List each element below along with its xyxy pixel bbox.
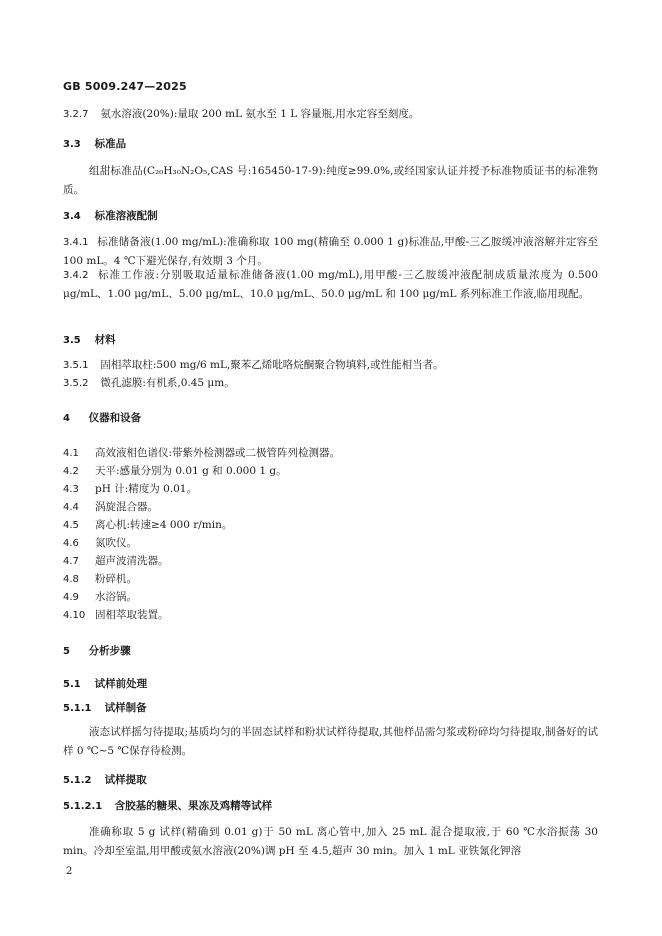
item-text: 水浴锅。	[95, 591, 137, 603]
section-3-3-paragraph: 组甜标准品(C₂₀H₃₀N₂O₅,CAS 号:165450-17-9):纯度≥99.0%,或经国家认证并授予标准物质证书的标准物质。	[63, 165, 598, 196]
section-number: 5.1.2.1	[63, 801, 103, 812]
list-item	[63, 517, 232, 534]
section-title: 标准溶液配制	[94, 210, 158, 222]
section-number: 3.3	[63, 139, 81, 150]
section-5-1-2-1-heading	[63, 798, 272, 815]
list-item	[63, 445, 340, 462]
item-number: 4.4	[63, 502, 79, 513]
item-number: 4.1	[63, 448, 79, 459]
section-5-1-2-1-paragraph: 准确称取 5 g 试样(精确到 0.01 g)于 50 mL 离心管中,加入 25 mL 混合提取液,于 60 ℃水浴振荡 30 min。冷却至室温,用甲酸或氨水溶液(20%)调 pH 至 4.5,超声 30 min。加入 1 mL 亚铁氰化钾溶	[63, 826, 598, 857]
section-number: 5	[63, 646, 70, 657]
clause-number: 3.4.2	[63, 270, 89, 281]
item-number: 4.7	[63, 556, 79, 567]
item-text: 涡旋混合器。	[95, 501, 158, 513]
item-text: 高效液相色谱仪:带紫外检测器或二极管阵列检测器。	[95, 447, 341, 459]
item-number: 4.9	[63, 592, 79, 603]
item-text: 天平:感量分别为 0.01 g 和 0.000 1 g。	[95, 465, 287, 477]
list-item	[63, 499, 158, 516]
clause-number: 3.2.7	[63, 109, 89, 120]
section-title: 材料	[94, 334, 116, 346]
item-number: 4.8	[63, 574, 79, 585]
section-number: 4	[63, 413, 70, 424]
item-number: 4.6	[63, 538, 79, 549]
section-3-5-heading	[63, 332, 116, 349]
section-title: 试样制备	[104, 702, 147, 714]
item-text: 氮吹仪。	[95, 537, 137, 549]
clause-text: 微孔滤膜:有机系,0.45 μm。	[100, 377, 235, 389]
item-text: 粉碎机。	[95, 573, 137, 585]
section-title: 标准品	[94, 138, 127, 150]
clause-3-5-1	[63, 357, 444, 374]
section-5-1-1-heading	[63, 700, 147, 717]
clause-text: 固相萃取柱:500 mg/6 mL,聚苯乙烯吡咯烷酮聚合物填料,或性能相当者。	[100, 359, 444, 371]
section-4-heading	[63, 410, 141, 427]
section-number: 5.1.1	[63, 703, 92, 714]
standard-code-header: GB 5009.247—2025	[63, 80, 187, 93]
section-title: 分析步骤	[88, 645, 131, 657]
clause-3-5-2	[63, 375, 235, 392]
item-text: 超声波清洗器。	[95, 555, 169, 567]
list-item	[63, 535, 137, 552]
list-item	[63, 481, 197, 498]
list-item	[63, 463, 287, 480]
item-number: 4.5	[63, 520, 79, 531]
section-3-3-heading	[63, 136, 126, 153]
clause-text: 氨水溶液(20%):量取 200 mL 氨水至 1 L 容量瓶,用水定容至刻度。	[100, 108, 420, 120]
section-number: 5.1.2	[63, 775, 92, 786]
page-number: 2	[66, 866, 73, 877]
section-title: 含胶基的糖果、果冻及鸡精等试样	[114, 800, 273, 812]
item-number: 4.2	[63, 466, 79, 477]
section-5-heading	[63, 643, 131, 660]
item-text: 固相萃取装置。	[95, 609, 169, 621]
clause-3-4-2	[63, 266, 598, 304]
list-item	[63, 589, 137, 606]
item-text: 离心机:转速≥4 000 r/min。	[95, 519, 233, 531]
section-title: 试样提取	[104, 774, 147, 786]
section-5-1-heading	[63, 676, 147, 693]
clause-3-2-7	[63, 106, 419, 123]
clause-number: 3.4.1	[63, 237, 89, 248]
section-title: 仪器和设备	[88, 412, 142, 424]
section-number: 5.1	[63, 679, 81, 690]
section-5-1-1-paragraph: 液态试样摇匀待提取;基质均匀的半固态试样和粉状试样待提取,其他样品需匀浆或粉碎均匀待提取,制备好的试样 0 ℃~5 ℃保存待检测。	[63, 726, 598, 757]
list-item	[63, 553, 169, 570]
item-text: pH 计:精度为 0.01。	[95, 483, 197, 495]
clause-text: 标准储备液(1.00 mg/mL):准确称取 100 mg(精确至 0.000 1 g)标准品,甲酸-三乙胺缓冲液溶解并定容至 100 mL。4 ℃下避光保存,有效期 3 个月。	[63, 236, 598, 267]
clause-number: 3.5.1	[63, 360, 89, 371]
list-item	[63, 607, 169, 624]
section-number: 3.5	[63, 335, 81, 346]
clause-number: 3.5.2	[63, 378, 89, 389]
list-item	[63, 571, 137, 588]
clause-text: 标准工作液:分别吸取适量标准储备液(1.00 mg/mL),用甲酸-三乙胺缓冲液配制成质量浓度为 0.500 μg/mL、1.00 μg/mL、5.00 μg/mL、10.0 μg/mL、50.0 μg/mL 和 100 μg/mL 系列标准工作液,临用现配。	[63, 269, 598, 300]
section-title: 试样前处理	[94, 678, 148, 690]
item-number: 4.3	[63, 484, 79, 495]
section-5-1-2-heading	[63, 772, 147, 789]
section-3-4-heading	[63, 208, 158, 225]
section-number: 3.4	[63, 211, 81, 222]
item-number: 4.10	[63, 610, 86, 621]
